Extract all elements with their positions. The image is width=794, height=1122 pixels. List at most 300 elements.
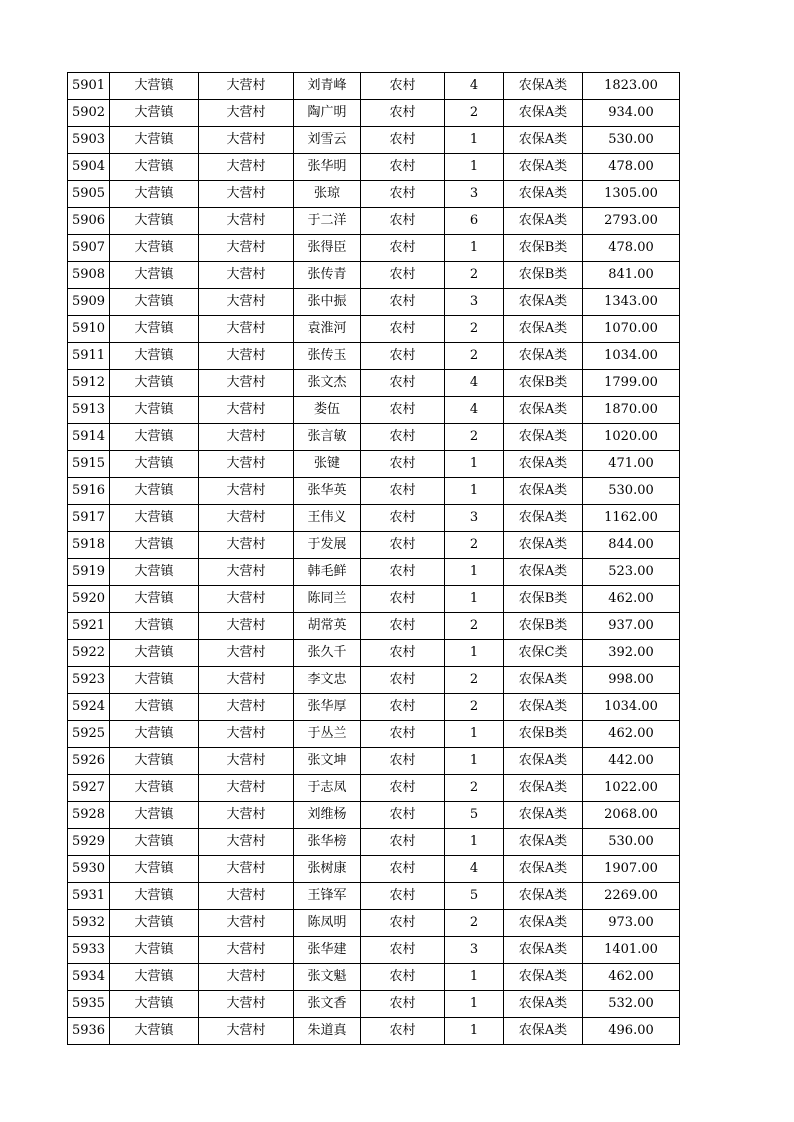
name-cell: 于发展	[294, 532, 361, 559]
household-type-cell: 农村	[361, 343, 445, 370]
village-cell: 大营村	[199, 451, 294, 478]
table-row	[68, 667, 680, 694]
roster-body	[68, 73, 680, 1045]
member-count-cell: 1	[445, 640, 504, 667]
household-type-cell: 农村	[361, 235, 445, 262]
amount-cell: 1070.00	[583, 316, 680, 343]
table-row	[68, 748, 680, 775]
household-type-cell: 农村	[361, 640, 445, 667]
table-row	[68, 316, 680, 343]
village-cell: 大营村	[199, 802, 294, 829]
table-row	[68, 856, 680, 883]
name-cell: 张华榜	[294, 829, 361, 856]
name-cell: 于二洋	[294, 208, 361, 235]
amount-cell: 471.00	[583, 451, 680, 478]
row-number: 5914	[68, 424, 110, 451]
category-cell: 农保B类	[504, 262, 583, 289]
member-count-cell: 2	[445, 694, 504, 721]
category-cell: 农保A类	[504, 559, 583, 586]
row-number: 5926	[68, 748, 110, 775]
village-cell: 大营村	[199, 262, 294, 289]
name-cell: 张华厚	[294, 694, 361, 721]
table-row	[68, 640, 680, 667]
category-cell: 农保A类	[504, 667, 583, 694]
category-cell: 农保A类	[504, 1018, 583, 1045]
row-number: 5928	[68, 802, 110, 829]
category-cell: 农保A类	[504, 208, 583, 235]
name-cell: 陈同兰	[294, 586, 361, 613]
member-count-cell: 5	[445, 802, 504, 829]
table-row	[68, 235, 680, 262]
name-cell: 刘雪云	[294, 127, 361, 154]
row-number: 5932	[68, 910, 110, 937]
town-cell: 大营镇	[110, 316, 199, 343]
amount-cell: 392.00	[583, 640, 680, 667]
amount-cell: 1823.00	[583, 73, 680, 100]
category-cell: 农保A类	[504, 532, 583, 559]
member-count-cell: 1	[445, 127, 504, 154]
name-cell: 张传玉	[294, 343, 361, 370]
household-type-cell: 农村	[361, 289, 445, 316]
member-count-cell: 4	[445, 370, 504, 397]
name-cell: 王锋军	[294, 883, 361, 910]
row-number: 5907	[68, 235, 110, 262]
table-row	[68, 802, 680, 829]
row-number: 5924	[68, 694, 110, 721]
town-cell: 大营镇	[110, 208, 199, 235]
town-cell: 大营镇	[110, 883, 199, 910]
member-count-cell: 3	[445, 505, 504, 532]
village-cell: 大营村	[199, 73, 294, 100]
name-cell: 张华建	[294, 937, 361, 964]
household-type-cell: 农村	[361, 964, 445, 991]
category-cell: 农保A类	[504, 478, 583, 505]
row-number: 5916	[68, 478, 110, 505]
row-number: 5922	[68, 640, 110, 667]
village-cell: 大营村	[199, 316, 294, 343]
member-count-cell: 4	[445, 73, 504, 100]
category-cell: 农保A类	[504, 964, 583, 991]
row-number: 5919	[68, 559, 110, 586]
amount-cell: 478.00	[583, 235, 680, 262]
amount-cell: 532.00	[583, 991, 680, 1018]
row-number: 5902	[68, 100, 110, 127]
amount-cell: 998.00	[583, 667, 680, 694]
member-count-cell: 1	[445, 829, 504, 856]
amount-cell: 530.00	[583, 127, 680, 154]
village-cell: 大营村	[199, 208, 294, 235]
member-count-cell: 3	[445, 181, 504, 208]
household-type-cell: 农村	[361, 154, 445, 181]
row-number: 5933	[68, 937, 110, 964]
town-cell: 大营镇	[110, 748, 199, 775]
town-cell: 大营镇	[110, 397, 199, 424]
amount-cell: 462.00	[583, 964, 680, 991]
village-cell: 大营村	[199, 397, 294, 424]
member-count-cell: 2	[445, 910, 504, 937]
row-number: 5918	[68, 532, 110, 559]
member-count-cell: 3	[445, 937, 504, 964]
household-type-cell: 农村	[361, 694, 445, 721]
amount-cell: 462.00	[583, 586, 680, 613]
category-cell: 农保A类	[504, 829, 583, 856]
village-cell: 大营村	[199, 694, 294, 721]
category-cell: 农保A类	[504, 748, 583, 775]
village-cell: 大营村	[199, 640, 294, 667]
town-cell: 大营镇	[110, 964, 199, 991]
amount-cell: 442.00	[583, 748, 680, 775]
category-cell: 农保A类	[504, 910, 583, 937]
village-cell: 大营村	[199, 343, 294, 370]
name-cell: 刘维杨	[294, 802, 361, 829]
village-cell: 大营村	[199, 910, 294, 937]
town-cell: 大营镇	[110, 262, 199, 289]
name-cell: 王伟义	[294, 505, 361, 532]
name-cell: 张文香	[294, 991, 361, 1018]
village-cell: 大营村	[199, 235, 294, 262]
household-type-cell: 农村	[361, 316, 445, 343]
member-count-cell: 2	[445, 343, 504, 370]
household-type-cell: 农村	[361, 262, 445, 289]
table-row	[68, 73, 680, 100]
household-type-cell: 农村	[361, 100, 445, 127]
village-cell: 大营村	[199, 964, 294, 991]
village-cell: 大营村	[199, 505, 294, 532]
row-number: 5923	[68, 667, 110, 694]
town-cell: 大营镇	[110, 910, 199, 937]
household-type-cell: 农村	[361, 478, 445, 505]
row-number: 5915	[68, 451, 110, 478]
amount-cell: 1020.00	[583, 424, 680, 451]
member-count-cell: 2	[445, 532, 504, 559]
row-number: 5930	[68, 856, 110, 883]
table-row	[68, 262, 680, 289]
village-cell: 大营村	[199, 154, 294, 181]
amount-cell: 1870.00	[583, 397, 680, 424]
member-count-cell: 1	[445, 748, 504, 775]
household-type-cell: 农村	[361, 532, 445, 559]
town-cell: 大营镇	[110, 1018, 199, 1045]
village-cell: 大营村	[199, 370, 294, 397]
household-type-cell: 农村	[361, 613, 445, 640]
amount-cell: 462.00	[583, 721, 680, 748]
village-cell: 大营村	[199, 829, 294, 856]
row-number: 5927	[68, 775, 110, 802]
town-cell: 大营镇	[110, 532, 199, 559]
amount-cell: 1034.00	[583, 694, 680, 721]
table-row	[68, 505, 680, 532]
town-cell: 大营镇	[110, 694, 199, 721]
member-count-cell: 1	[445, 235, 504, 262]
category-cell: 农保B类	[504, 586, 583, 613]
household-type-cell: 农村	[361, 208, 445, 235]
row-number: 5925	[68, 721, 110, 748]
table-row	[68, 397, 680, 424]
name-cell: 袁淮河	[294, 316, 361, 343]
name-cell: 张华英	[294, 478, 361, 505]
category-cell: 农保A类	[504, 343, 583, 370]
household-type-cell: 农村	[361, 667, 445, 694]
category-cell: 农保A类	[504, 100, 583, 127]
row-number: 5936	[68, 1018, 110, 1045]
town-cell: 大营镇	[110, 235, 199, 262]
name-cell: 韩毛鲜	[294, 559, 361, 586]
table-row	[68, 424, 680, 451]
table-row	[68, 937, 680, 964]
category-cell: 农保B类	[504, 613, 583, 640]
member-count-cell: 1	[445, 991, 504, 1018]
table-row	[68, 289, 680, 316]
category-cell: 农保A类	[504, 424, 583, 451]
village-cell: 大营村	[199, 613, 294, 640]
town-cell: 大营镇	[110, 289, 199, 316]
category-cell: 农保B类	[504, 370, 583, 397]
member-count-cell: 1	[445, 721, 504, 748]
amount-cell: 1799.00	[583, 370, 680, 397]
name-cell: 张文坤	[294, 748, 361, 775]
town-cell: 大营镇	[110, 586, 199, 613]
town-cell: 大营镇	[110, 829, 199, 856]
household-type-cell: 农村	[361, 937, 445, 964]
table-row	[68, 208, 680, 235]
member-count-cell: 2	[445, 775, 504, 802]
village-cell: 大营村	[199, 748, 294, 775]
amount-cell: 523.00	[583, 559, 680, 586]
table-row	[68, 127, 680, 154]
table-row	[68, 613, 680, 640]
town-cell: 大营镇	[110, 73, 199, 100]
town-cell: 大营镇	[110, 667, 199, 694]
amount-cell: 937.00	[583, 613, 680, 640]
village-cell: 大营村	[199, 424, 294, 451]
amount-cell: 2793.00	[583, 208, 680, 235]
name-cell: 于志凤	[294, 775, 361, 802]
amount-cell: 1907.00	[583, 856, 680, 883]
town-cell: 大营镇	[110, 424, 199, 451]
village-cell: 大营村	[199, 667, 294, 694]
town-cell: 大营镇	[110, 775, 199, 802]
town-cell: 大营镇	[110, 613, 199, 640]
household-type-cell: 农村	[361, 505, 445, 532]
village-cell: 大营村	[199, 478, 294, 505]
name-cell: 张键	[294, 451, 361, 478]
member-count-cell: 1	[445, 451, 504, 478]
table-row	[68, 910, 680, 937]
household-type-cell: 农村	[361, 829, 445, 856]
table-row	[68, 478, 680, 505]
table-row	[68, 370, 680, 397]
amount-cell: 841.00	[583, 262, 680, 289]
member-count-cell: 1	[445, 559, 504, 586]
household-type-cell: 农村	[361, 397, 445, 424]
village-cell: 大营村	[199, 937, 294, 964]
village-cell: 大营村	[199, 775, 294, 802]
household-type-cell: 农村	[361, 586, 445, 613]
household-type-cell: 农村	[361, 370, 445, 397]
name-cell: 张树康	[294, 856, 361, 883]
town-cell: 大营镇	[110, 451, 199, 478]
row-number: 5904	[68, 154, 110, 181]
category-cell: 农保C类	[504, 640, 583, 667]
amount-cell: 2269.00	[583, 883, 680, 910]
village-cell: 大营村	[199, 100, 294, 127]
household-type-cell: 农村	[361, 775, 445, 802]
row-number: 5929	[68, 829, 110, 856]
name-cell: 刘青峰	[294, 73, 361, 100]
table-row	[68, 883, 680, 910]
category-cell: 农保A类	[504, 694, 583, 721]
name-cell: 张琼	[294, 181, 361, 208]
row-number: 5920	[68, 586, 110, 613]
table-row	[68, 586, 680, 613]
name-cell: 张得臣	[294, 235, 361, 262]
member-count-cell: 1	[445, 1018, 504, 1045]
village-cell: 大营村	[199, 559, 294, 586]
household-type-cell: 农村	[361, 883, 445, 910]
table-row	[68, 154, 680, 181]
village-cell: 大营村	[199, 721, 294, 748]
town-cell: 大营镇	[110, 856, 199, 883]
member-count-cell: 1	[445, 964, 504, 991]
name-cell: 张久千	[294, 640, 361, 667]
amount-cell: 1401.00	[583, 937, 680, 964]
category-cell: 农保A类	[504, 397, 583, 424]
town-cell: 大营镇	[110, 505, 199, 532]
amount-cell: 844.00	[583, 532, 680, 559]
household-type-cell: 农村	[361, 424, 445, 451]
town-cell: 大营镇	[110, 127, 199, 154]
row-number: 5909	[68, 289, 110, 316]
table-row	[68, 964, 680, 991]
member-count-cell: 1	[445, 478, 504, 505]
amount-cell: 934.00	[583, 100, 680, 127]
member-count-cell: 2	[445, 316, 504, 343]
name-cell: 陶广明	[294, 100, 361, 127]
village-cell: 大营村	[199, 883, 294, 910]
category-cell: 农保A类	[504, 883, 583, 910]
table-row	[68, 451, 680, 478]
amount-cell: 1022.00	[583, 775, 680, 802]
name-cell: 陈凤明	[294, 910, 361, 937]
household-type-cell: 农村	[361, 127, 445, 154]
table-row	[68, 181, 680, 208]
village-cell: 大营村	[199, 991, 294, 1018]
row-number: 5921	[68, 613, 110, 640]
row-number: 5908	[68, 262, 110, 289]
table-row	[68, 829, 680, 856]
town-cell: 大营镇	[110, 559, 199, 586]
row-number: 5912	[68, 370, 110, 397]
category-cell: 农保B类	[504, 235, 583, 262]
category-cell: 农保A类	[504, 154, 583, 181]
name-cell: 朱道真	[294, 1018, 361, 1045]
category-cell: 农保A类	[504, 856, 583, 883]
village-cell: 大营村	[199, 856, 294, 883]
member-count-cell: 5	[445, 883, 504, 910]
row-number: 5903	[68, 127, 110, 154]
category-cell: 农保A类	[504, 775, 583, 802]
member-count-cell: 2	[445, 262, 504, 289]
row-number: 5901	[68, 73, 110, 100]
category-cell: 农保A类	[504, 289, 583, 316]
name-cell: 娄伍	[294, 397, 361, 424]
household-type-cell: 农村	[361, 181, 445, 208]
name-cell: 李文忠	[294, 667, 361, 694]
household-type-cell: 农村	[361, 559, 445, 586]
village-cell: 大营村	[199, 532, 294, 559]
row-number: 5917	[68, 505, 110, 532]
category-cell: 农保A类	[504, 937, 583, 964]
table-row	[68, 694, 680, 721]
town-cell: 大营镇	[110, 802, 199, 829]
name-cell: 张文杰	[294, 370, 361, 397]
category-cell: 农保A类	[504, 127, 583, 154]
village-cell: 大营村	[199, 127, 294, 154]
household-type-cell: 农村	[361, 802, 445, 829]
member-count-cell: 2	[445, 424, 504, 451]
amount-cell: 530.00	[583, 829, 680, 856]
town-cell: 大营镇	[110, 937, 199, 964]
town-cell: 大营镇	[110, 154, 199, 181]
town-cell: 大营镇	[110, 991, 199, 1018]
name-cell: 张中振	[294, 289, 361, 316]
name-cell: 胡常英	[294, 613, 361, 640]
name-cell: 张文魁	[294, 964, 361, 991]
amount-cell: 973.00	[583, 910, 680, 937]
household-type-cell: 农村	[361, 748, 445, 775]
category-cell: 农保A类	[504, 73, 583, 100]
amount-cell: 2068.00	[583, 802, 680, 829]
row-number: 5906	[68, 208, 110, 235]
household-type-cell: 农村	[361, 1018, 445, 1045]
amount-cell: 1343.00	[583, 289, 680, 316]
village-cell: 大营村	[199, 289, 294, 316]
name-cell: 张传青	[294, 262, 361, 289]
category-cell: 农保B类	[504, 721, 583, 748]
member-count-cell: 1	[445, 154, 504, 181]
amount-cell: 1034.00	[583, 343, 680, 370]
town-cell: 大营镇	[110, 343, 199, 370]
member-count-cell: 4	[445, 856, 504, 883]
row-number: 5911	[68, 343, 110, 370]
row-number: 5934	[68, 964, 110, 991]
town-cell: 大营镇	[110, 370, 199, 397]
name-cell: 于丛兰	[294, 721, 361, 748]
household-type-cell: 农村	[361, 721, 445, 748]
amount-cell: 1305.00	[583, 181, 680, 208]
row-number: 5905	[68, 181, 110, 208]
table-row	[68, 1018, 680, 1045]
village-cell: 大营村	[199, 586, 294, 613]
table-row	[68, 100, 680, 127]
name-cell: 张言敏	[294, 424, 361, 451]
village-cell: 大营村	[199, 181, 294, 208]
table-row	[68, 775, 680, 802]
town-cell: 大营镇	[110, 640, 199, 667]
category-cell: 农保A类	[504, 181, 583, 208]
village-cell: 大营村	[199, 1018, 294, 1045]
table-row	[68, 343, 680, 370]
table-row	[68, 532, 680, 559]
member-count-cell: 4	[445, 397, 504, 424]
category-cell: 农保A类	[504, 802, 583, 829]
category-cell: 农保A类	[504, 505, 583, 532]
town-cell: 大营镇	[110, 100, 199, 127]
household-type-cell: 农村	[361, 73, 445, 100]
row-number: 5935	[68, 991, 110, 1018]
household-type-cell: 农村	[361, 856, 445, 883]
category-cell: 农保A类	[504, 451, 583, 478]
